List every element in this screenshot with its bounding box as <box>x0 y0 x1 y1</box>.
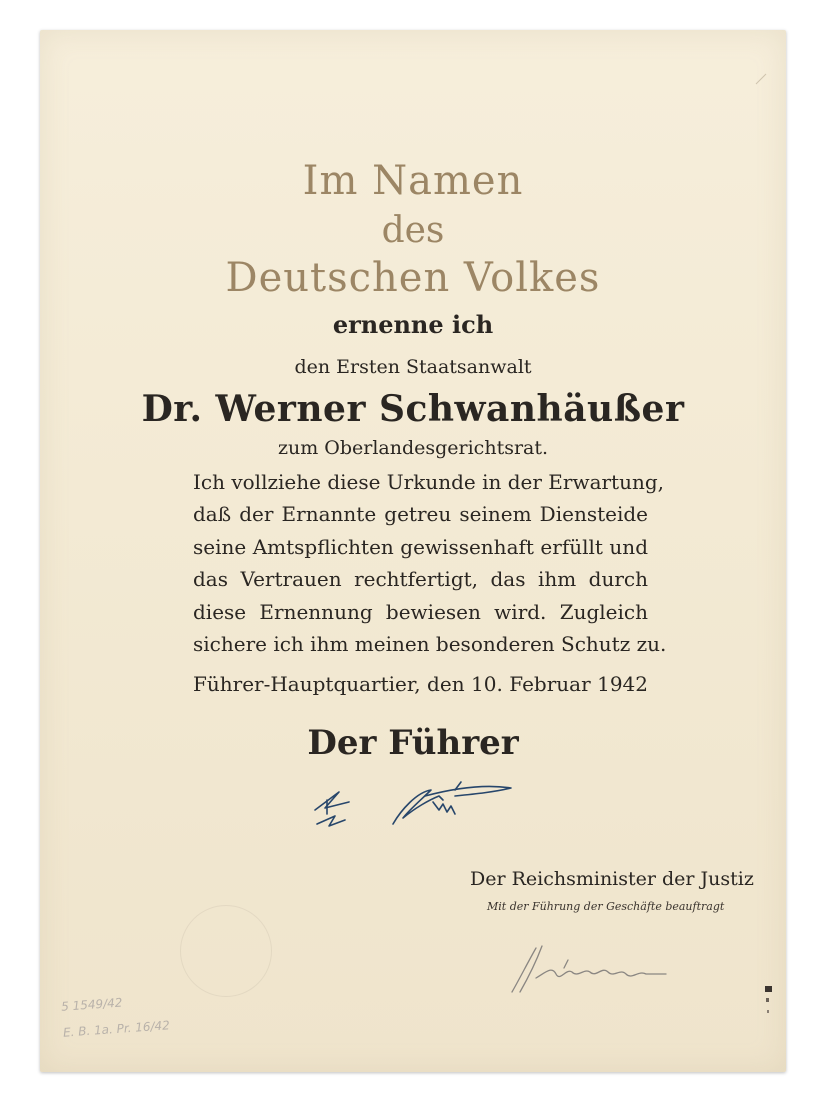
minister-subtitle: Mit der Führung der Geschäfte beauftragt <box>487 900 725 913</box>
faint-seal-impression <box>180 905 272 997</box>
minister-title: Der Reichsminister der Justiz <box>470 868 754 890</box>
intro-text: ernenne ich <box>332 310 494 339</box>
pencil-notes <box>60 986 170 1045</box>
pencil-note: 5 1549/42 <box>60 995 123 1014</box>
ink-blot <box>762 982 778 1018</box>
body-line: das Vertrauen rechtfertigt, das ihm durch <box>193 567 648 592</box>
new-rank: zum Oberlandesgerichtsrat. <box>277 437 549 459</box>
body-line: diese Ernennung bewiesen wird. Zugleich <box>193 599 648 624</box>
previous-rank: den Ersten Staatsanwalt <box>294 356 532 378</box>
heading-line-2: des <box>381 210 445 251</box>
certificate-body <box>193 466 667 660</box>
fuehrer-signature <box>305 780 525 840</box>
minister-signature <box>506 938 706 998</box>
signatory-title: Der Führer <box>307 723 519 763</box>
body-line: sichere ich ihm meinen besonderen Schutz zu. <box>193 632 667 657</box>
heading-line-3: Deutschen Volkes <box>225 255 601 301</box>
appointee-name: Dr. Werner Schwanhäußer <box>141 388 685 430</box>
corner-crease <box>754 72 768 86</box>
certificate-sheet <box>40 30 786 1072</box>
place-and-date: Führer-Hauptquartier, den 10. Februar 1942 <box>193 672 648 696</box>
body-line: Ich vollziehe diese Urkunde in der Erwartung, <box>193 470 665 494</box>
pencil-note: E. B. 1a. Pr. 16/42 <box>62 1018 171 1040</box>
heading-line-1: Im Namen <box>302 158 524 204</box>
body-line: daß der Ernannte getreu seinem Diensteide <box>193 502 648 527</box>
body-line: seine Amtspflichten gewissenhaft erfüllt und <box>193 534 648 559</box>
